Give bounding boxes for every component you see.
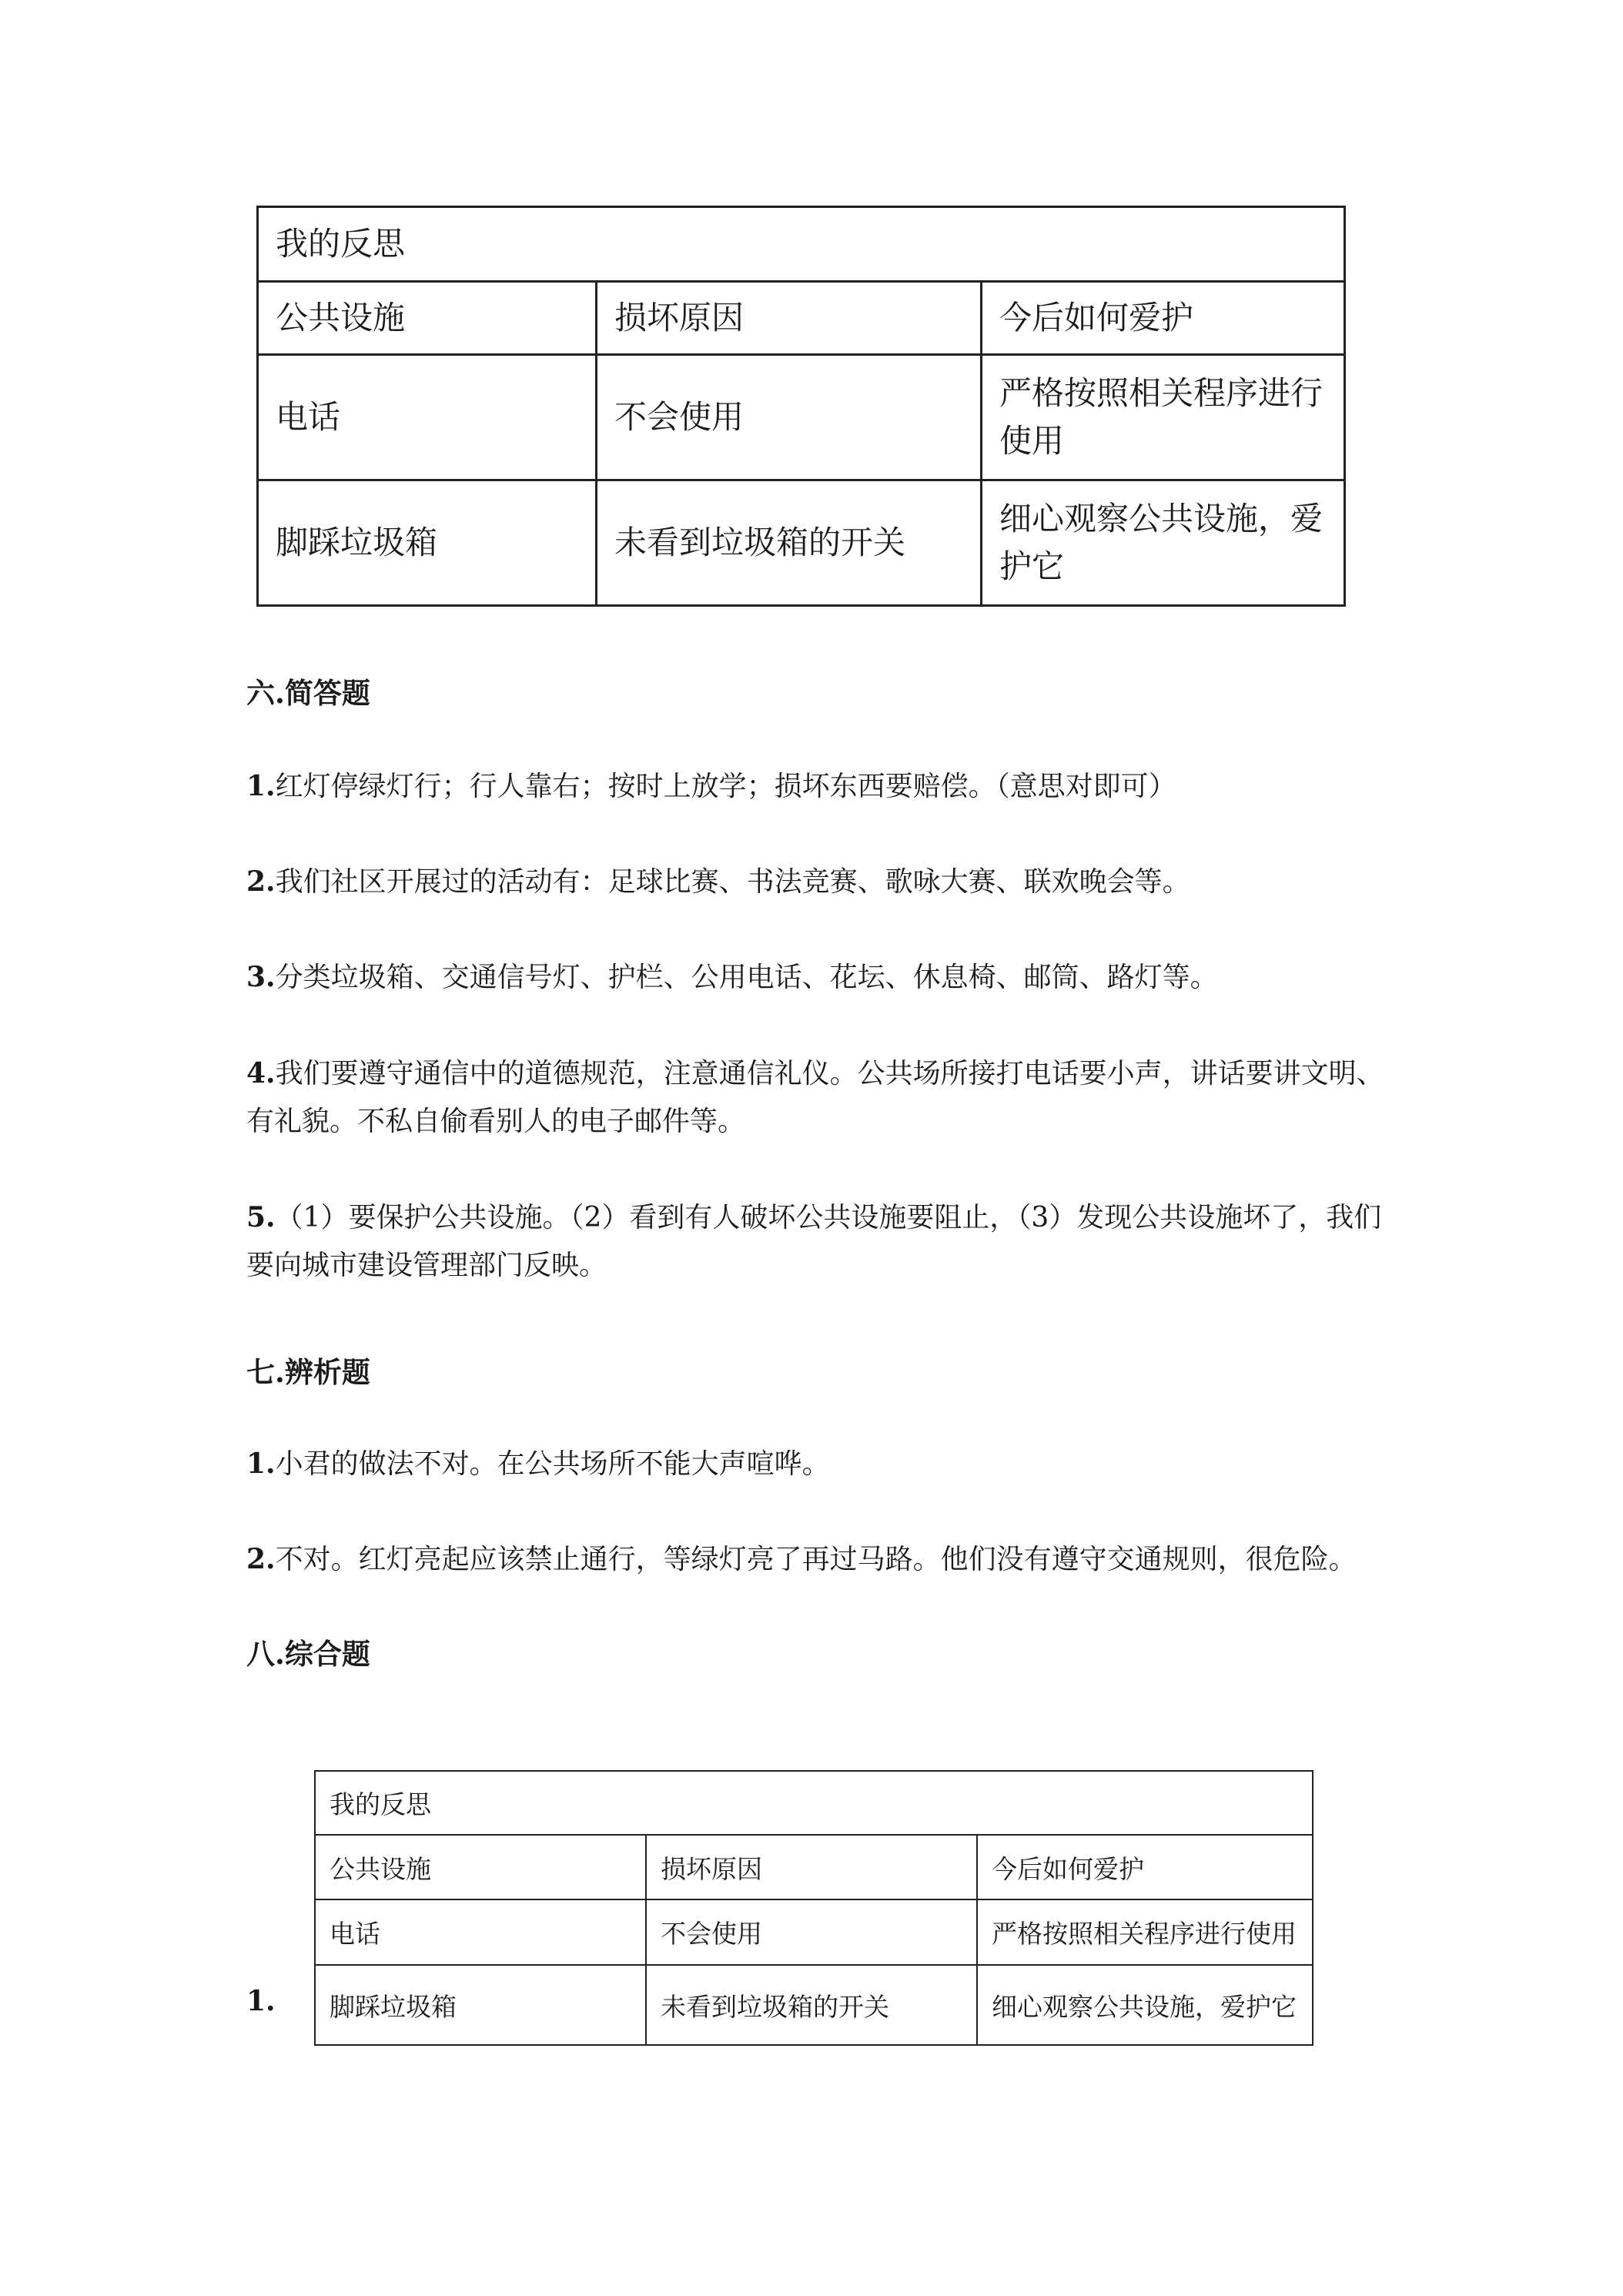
answer-item xyxy=(246,1049,1386,1146)
question-number: 1. xyxy=(246,1985,276,2017)
table-cell: 严格按照相关程序进行使用 xyxy=(977,1899,1313,1965)
answer-item xyxy=(246,953,1386,1002)
table-cell: 未看到垃圾箱的开关 xyxy=(597,480,982,606)
table-header: 公共设施 xyxy=(258,282,597,355)
table-cell: 细心观察公共设施，爱护它 xyxy=(977,1965,1313,2045)
reflection-table xyxy=(256,206,1346,607)
item-number: 3. xyxy=(246,961,276,993)
item-number: 2. xyxy=(246,1543,276,1575)
table-header: 损坏原因 xyxy=(597,282,982,355)
item-text: 我们要遵守通信中的道德规范，注意通信礼仪。公共场所接打电话要小声，讲话要讲文明、有礼貌。不私自偷看别人的电子邮件等。 xyxy=(246,1058,1384,1137)
item-number: 4. xyxy=(246,1057,276,1089)
table-cell: 细心观察公共设施，爱护它 xyxy=(982,480,1345,606)
item-text: 红灯停绿灯行；行人靠右；按时上放学；损坏东西要赔偿。（意思对即可） xyxy=(275,771,1176,802)
table-row xyxy=(258,480,1345,606)
item-number: 1. xyxy=(246,1448,276,1480)
answer-item xyxy=(246,858,1386,906)
answer-item xyxy=(246,1440,1386,1488)
table-cell: 严格按照相关程序进行使用 xyxy=(982,355,1345,480)
section-title-analysis: 七.辨析题 xyxy=(246,1355,370,1389)
section-title-short-answer: 六.简答题 xyxy=(246,676,370,710)
answer-item xyxy=(246,1193,1386,1290)
table-row xyxy=(315,1899,1313,1965)
item-number: 1. xyxy=(246,770,276,802)
answer-item xyxy=(246,1535,1386,1584)
table-row xyxy=(315,1965,1313,2045)
table-cell: 电话 xyxy=(258,355,597,480)
item-text: （1）要保护公共设施。（2）看到有人破坏公共设施要阻止，（3）发现公共设施坏了，我们要向城市建设管理部门反映。 xyxy=(246,1202,1382,1281)
item-number: 5. xyxy=(246,1201,276,1233)
table-cell: 脚踩垃圾箱 xyxy=(315,1965,646,2045)
table-row xyxy=(258,355,1345,480)
item-text: 我们社区开展过的活动有：足球比赛、书法竞赛、歌咏大赛、联欢晚会等。 xyxy=(275,866,1190,898)
table-cell: 电话 xyxy=(315,1899,646,1965)
table-title: 我的反思 xyxy=(258,207,1345,282)
table-cell: 未看到垃圾箱的开关 xyxy=(646,1965,977,2045)
section-title-comprehensive: 八.综合题 xyxy=(246,1637,370,1671)
table-cell: 不会使用 xyxy=(646,1899,977,1965)
reflection-table-small xyxy=(314,1770,1313,2046)
item-text: 分类垃圾箱、交通信号灯、护栏、公用电话、花坛、休息椅、邮筒、路灯等。 xyxy=(275,962,1218,993)
table-cell: 脚踩垃圾箱 xyxy=(258,480,597,606)
item-text: 小君的做法不对。在公共场所不能大声喧哗。 xyxy=(275,1448,830,1480)
table-header: 公共设施 xyxy=(315,1835,646,1899)
table-header: 今后如何爱护 xyxy=(982,282,1345,355)
table-cell: 不会使用 xyxy=(597,355,982,480)
item-text: 不对。红灯亮起应该禁止通行，等绿灯亮了再过马路。他们没有遵守交通规则，很危险。 xyxy=(275,1544,1357,1575)
table-title: 我的反思 xyxy=(315,1771,1313,1835)
table-header: 今后如何爱护 xyxy=(977,1835,1313,1899)
item-number: 2. xyxy=(246,865,276,898)
table-header: 损坏原因 xyxy=(646,1835,977,1899)
answer-item xyxy=(246,762,1386,811)
